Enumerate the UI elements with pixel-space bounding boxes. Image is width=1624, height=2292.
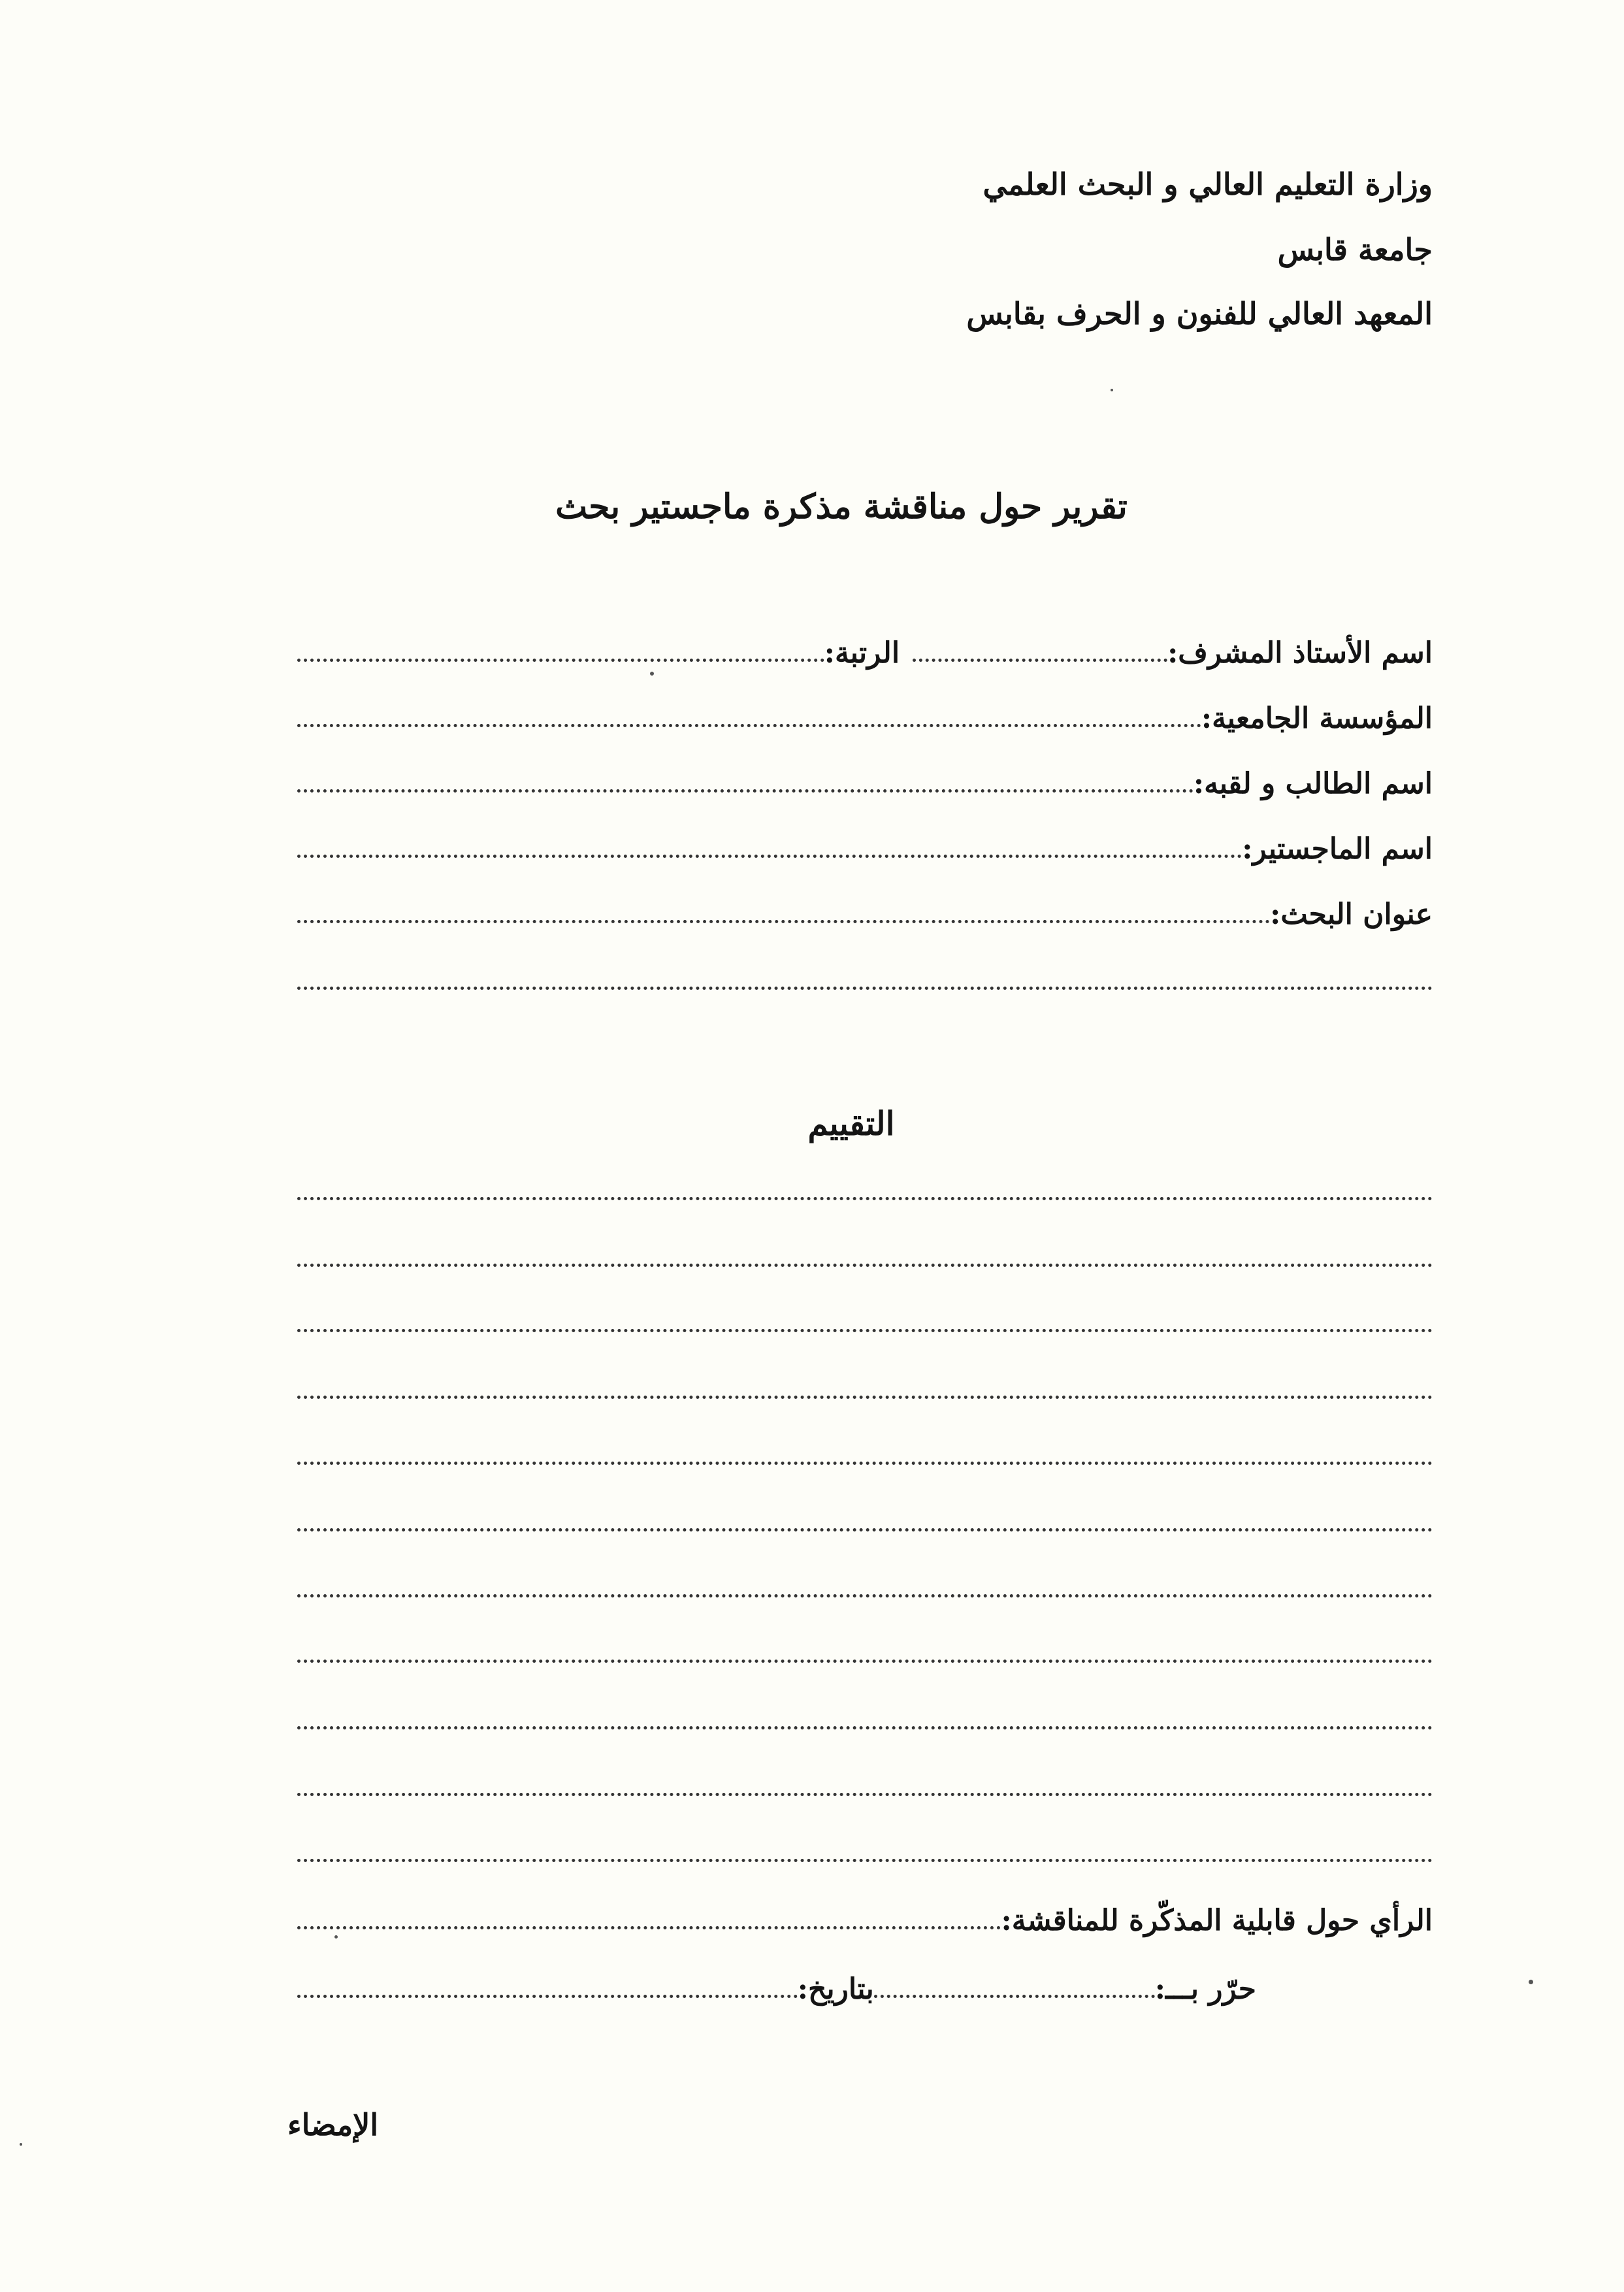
evaluation-line[interactable] [297,1793,1433,1796]
institution-row [297,689,1433,735]
masters-field[interactable] [297,855,1242,858]
opinion-field[interactable] [297,1926,1001,1929]
opinion-row [297,1891,1433,1937]
research-title-field[interactable] [297,920,1270,923]
report-title: تقرير حول مناقشة مذكرة ماجستير بحث [555,487,1128,527]
written-in-field[interactable] [874,1995,1155,1998]
masters-label: اسم الماجستير: [1242,832,1433,866]
rank-field[interactable] [297,659,824,662]
student-row [297,755,1433,800]
evaluation-title: التقييم [807,1104,895,1143]
evaluation-line[interactable] [297,1859,1433,1862]
student-label: اسم الطالب و لقبه: [1193,767,1433,800]
supervisor-field[interactable] [913,659,1167,662]
date-field[interactable] [297,1995,798,1998]
research-title-row [297,885,1433,931]
student-field[interactable] [297,789,1194,793]
signature-label: الإمضاء [287,2107,379,2142]
research-title-label: عنوان البحث: [1270,898,1433,931]
university-name: جامعة قابس [1277,232,1433,267]
opinion-label: الرأي حول قابلية المذكّرة للمناقشة: [1001,1904,1433,1937]
scan-speck [1111,389,1113,391]
institute-name: المعهد العالي للفنون و الحرف بقابس [966,296,1433,331]
evaluation-line[interactable] [297,1462,1433,1465]
scan-speck [334,1935,338,1939]
research-title-continuation-line[interactable] [297,987,1433,990]
evaluation-line[interactable] [297,1264,1433,1267]
date-label: بتاريخ: [797,1973,874,2006]
evaluation-line[interactable] [297,1197,1433,1200]
masters-row [297,820,1433,866]
supervisor-label: اسم الأستاذ المشرف: [1167,636,1433,670]
evaluation-line[interactable] [297,1329,1433,1332]
supervisor-row [297,624,1433,670]
scan-speck [1529,1980,1533,1984]
evaluation-line[interactable] [297,1594,1433,1597]
ministry-name: وزارة التعليم العالي و البحث العلمي [983,167,1433,202]
written-in-label: حرّر بـــ: [1154,1973,1256,2006]
evaluation-line[interactable] [297,1528,1433,1531]
scan-speck [20,2143,22,2146]
institution-label: المؤسسة الجامعية: [1201,702,1433,735]
place-date-row [297,1960,1433,2006]
institution-field[interactable] [297,724,1201,727]
rank-label: الرتبة: [824,636,900,670]
scan-speck [650,672,654,676]
evaluation-line[interactable] [297,1726,1433,1729]
evaluation-line[interactable] [297,1660,1433,1663]
evaluation-line[interactable] [297,1396,1433,1399]
